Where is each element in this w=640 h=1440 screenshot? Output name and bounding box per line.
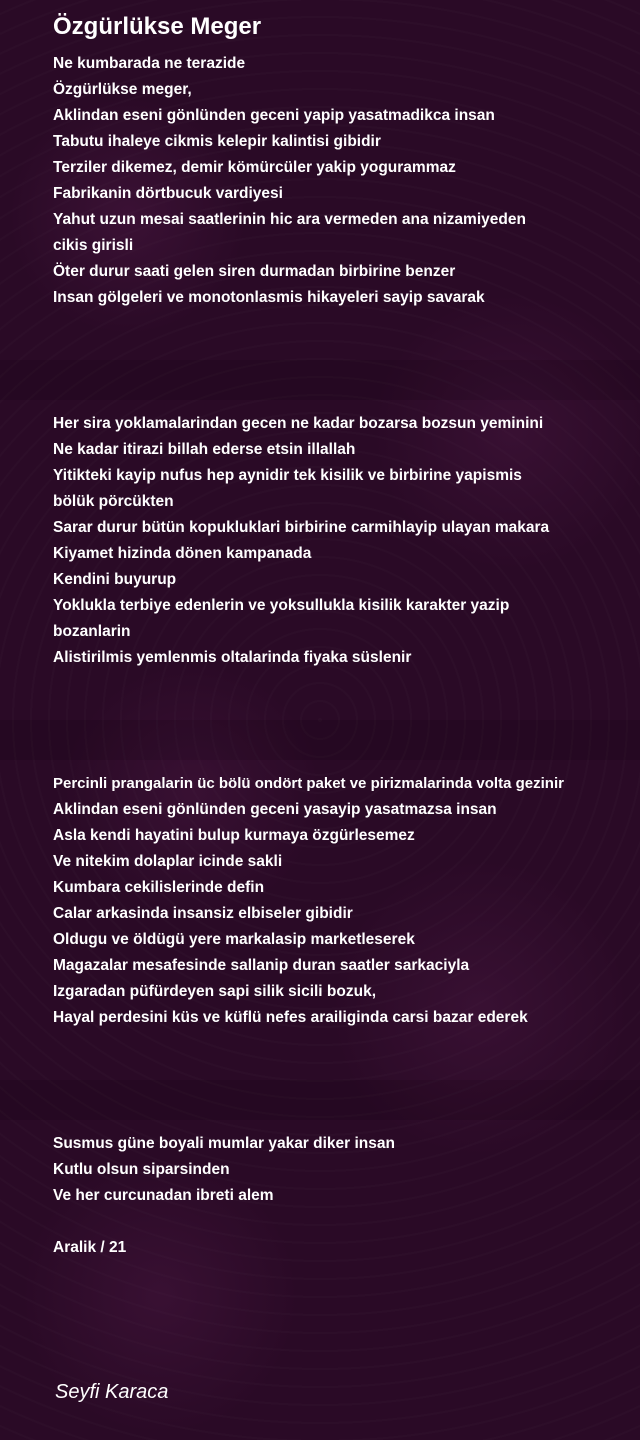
poem-line: Hayal perdesini küs ve küflü nefes arailiginda carsi bazar ederek	[53, 1009, 528, 1026]
poem-line: Yitikteki kayip nufus hep aynidir tek kisilik ve birbirine yapismis	[53, 467, 522, 484]
poem-line: Ve nitekim dolaplar icinde sakli	[53, 853, 283, 870]
poem-line: Oldugu ve öldügü yere markalasip marketleserek	[53, 931, 415, 948]
poem-line: Calar arkasinda insansiz elbiseler gibidir	[53, 905, 353, 922]
poem-title: Özgürlükse Meger	[53, 13, 262, 40]
poem-line: Aklindan eseni gönlünden geceni yasayip yasatmazsa insan	[53, 801, 497, 818]
poem-line: Asla kendi hayatini bulup kurmaya özgürlesemez	[53, 827, 415, 844]
poem-line: Özgürlükse meger,	[53, 81, 192, 98]
poem-line: Insan gölgeleri ve monotonlasmis hikayeleri sayip savarak	[53, 289, 485, 306]
poem-line: Öter durur saati gelen siren durmadan birbirine benzer	[53, 263, 456, 280]
poem-line: Magazalar mesafesinde sallanip duran saatler sarkaciyla	[53, 957, 470, 974]
poem-line: Ne kumbarada ne terazide	[53, 55, 246, 72]
poem-line: cikis girisli	[53, 237, 134, 254]
poem-line: Kendini buyurup	[53, 571, 177, 588]
poem-line: Aklindan eseni gönlünden geceni yapip yasatmadikca insan	[53, 107, 495, 124]
background-band	[0, 360, 640, 400]
background-band	[0, 720, 640, 760]
poem-date: Aralik / 21	[53, 1239, 127, 1256]
poem-line: Izgaradan püfürdeyen sapi silik sicili bozuk,	[53, 983, 377, 1000]
poem-line: Tabutu ihaleye cikmis kelepir kalintisi gibidir	[53, 133, 381, 150]
background-band	[0, 1080, 640, 1120]
poem-line: bölük pörcükten	[53, 493, 174, 510]
poem-line: Susmus güne boyali mumlar yakar diker insan	[53, 1135, 395, 1152]
poem-line: Kutlu olsun siparsinden	[53, 1161, 230, 1178]
poem-line: Alistirilmis yemlenmis oltalarinda fiyaka süslenir	[53, 649, 412, 666]
poem-line: Fabrikanin dörtbucuk vardiyesi	[53, 185, 283, 202]
poem-line: Ne kadar itirazi billah ederse etsin illallah	[53, 441, 356, 458]
poem-line: Ve her curcunadan ibreti alem	[53, 1187, 274, 1204]
author-name: Seyfi Karaca	[55, 1381, 169, 1403]
poem-line: Yahut uzun mesai saatlerinin hic ara vermeden ana nizamiyeden	[53, 211, 526, 228]
poem-line: Terziler dikemez, demir kömürcüler yakip yogurammaz	[53, 159, 456, 176]
poem-line: Kumbara cekilislerinde defin	[53, 879, 265, 896]
poem-line: Her sira yoklamalarindan gecen ne kadar bozarsa bozsun yeminini	[53, 415, 544, 432]
poem-line: Yoklukla terbiye edenlerin ve yoksullukla kisilik karakter yazip	[53, 597, 510, 614]
poem-line: Percinli prangalarin üc bölü ondört paket ve pirizmalarinda volta gezinir	[53, 775, 564, 792]
poem-line: bozanlarin	[53, 623, 131, 640]
poem-line: Sarar durur bütün kopukluklari birbirine carmihlayip ulayan makara	[53, 519, 550, 536]
poem-line: Kiyamet hizinda dönen kampanada	[53, 545, 312, 562]
